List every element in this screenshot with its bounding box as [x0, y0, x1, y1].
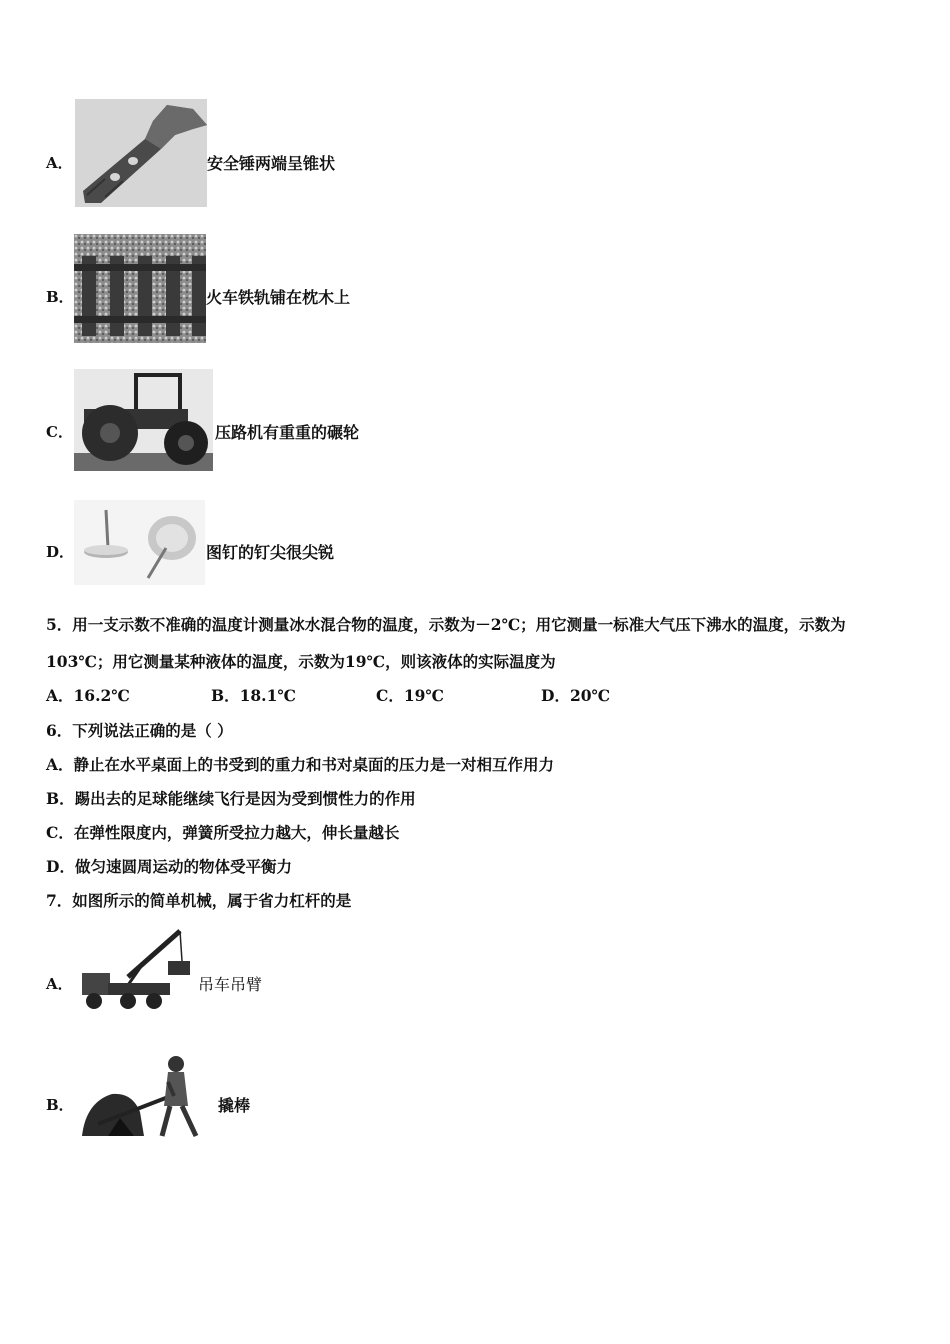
q6-option-b: B．踢出去的足球能继续飞行是因为受到惯性力的作用: [46, 789, 416, 808]
crane-arm-image: [78, 925, 194, 1015]
q5-option-c: C．19℃: [376, 686, 444, 705]
option-caption: 吊车吊臂: [198, 975, 263, 994]
q5-option-b: B．18.1℃: [211, 686, 296, 705]
road-roller-image: [74, 369, 213, 471]
q6-option-a: A．静止在水平桌面上的书受到的重力和书对桌面的压力是一对相互作用力: [46, 755, 555, 774]
option-caption: 安全锤两端呈锥状: [207, 154, 336, 173]
q5-stem-line1: 5．用一支示数不准确的温度计测量冰水混合物的温度，示数为－2℃；用它测量一标准大气压下沸水的温度，示数为: [46, 615, 846, 634]
crowbar-image: [78, 1052, 216, 1142]
railway-track-image: [74, 234, 206, 343]
safety-hammer-image: [75, 99, 207, 207]
option-letter: C．: [46, 423, 73, 441]
option-letter: D．: [46, 543, 75, 561]
q6-option-c: C．在弹性限度内，弹簧所受拉力越大，伸长量越长: [46, 823, 400, 842]
option-caption: 压路机有重重的碾轮: [215, 423, 360, 442]
thumbtack-image: [74, 500, 205, 585]
q5-stem-line2: 103℃；用它测量某种液体的温度，示数为19℃，则该液体的实际温度为: [46, 652, 556, 671]
option-caption: 图钉的钉尖很尖锐: [206, 543, 335, 562]
option-letter: B．: [46, 1096, 74, 1114]
q7-stem: 7．如图所示的简单机械，属于省力杠杆的是: [46, 891, 352, 910]
option-letter: A．: [46, 154, 73, 172]
q6-option-d: D．做匀速圆周运动的物体受平衡力: [46, 857, 292, 876]
option-letter: B．: [46, 288, 74, 306]
q5-option-a: A．16.2℃: [46, 686, 130, 705]
q5-option-d: D．20℃: [541, 686, 611, 705]
q6-stem: 6．下列说法正确的是（ ）: [46, 721, 233, 740]
option-caption: 火车铁轨铺在枕木上: [206, 288, 351, 307]
option-caption: 撬棒: [218, 1096, 251, 1115]
option-letter: A．: [46, 975, 73, 993]
